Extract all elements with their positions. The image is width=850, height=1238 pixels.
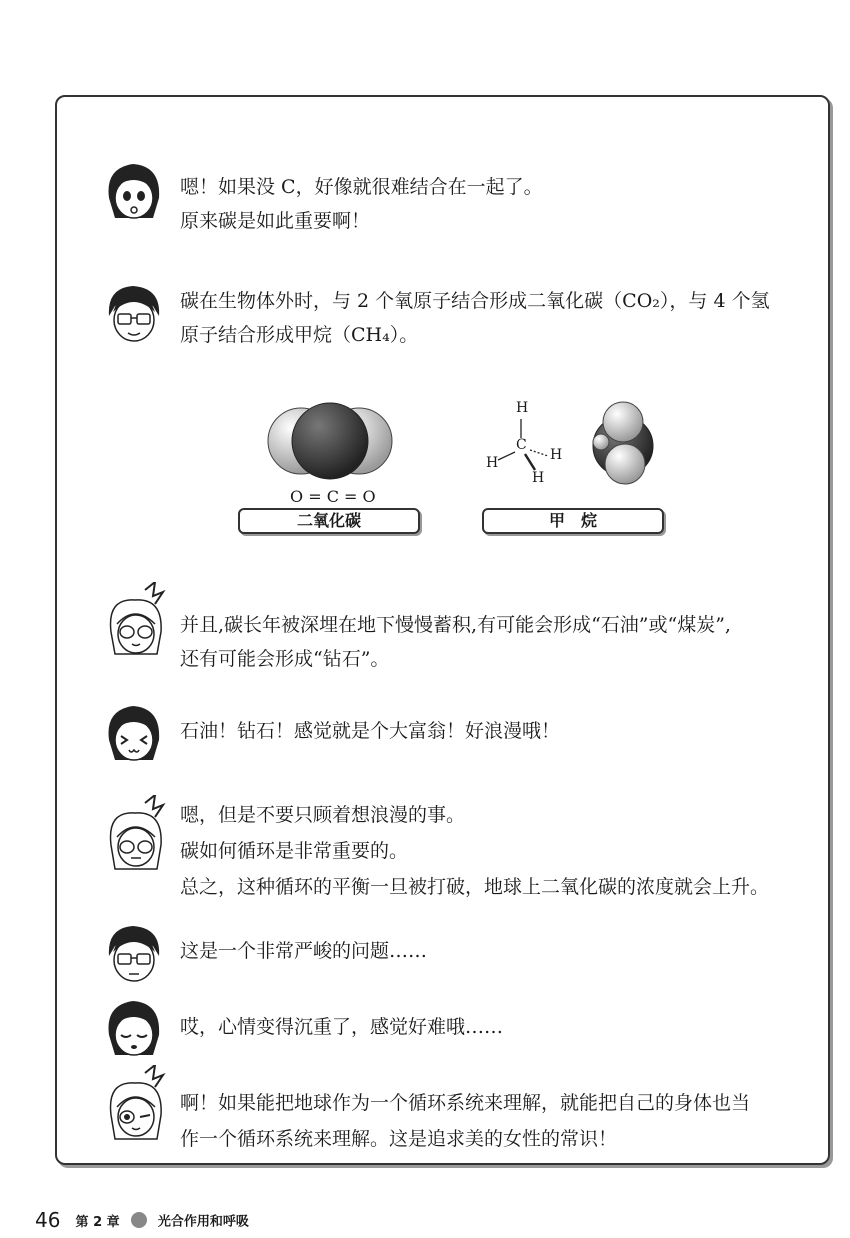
methane-structure xyxy=(480,400,570,490)
co2-molecule-illustration xyxy=(265,398,395,484)
boy-glasses-avatar xyxy=(103,282,165,346)
woman-glasses-avatar xyxy=(105,582,167,662)
methane-caption: 甲 烷 xyxy=(482,508,664,534)
dialogue-line: 碳如何循环是非常重要的。 xyxy=(180,840,409,862)
dialogue-line: 作一个循环系统来理解。这是追求美的女性的常识！ xyxy=(180,1128,618,1150)
atom-h-top: H xyxy=(516,400,529,416)
dialogue-line: 哎，心情变得沉重了，感觉好难哦…… xyxy=(180,1016,504,1038)
dialogue-line: 还有可能会形成“钻石”。 xyxy=(180,648,390,670)
dialogue-line: 原子结合形成甲烷（CH₄）。 xyxy=(180,324,419,346)
dialogue-line: 这是一个非常严峻的问题…… xyxy=(180,940,428,962)
woman-wink-avatar xyxy=(105,1065,167,1147)
woman-glasses-avatar xyxy=(105,795,167,877)
chapter-label: 第 2 章 xyxy=(75,1214,120,1230)
girl-avatar xyxy=(103,158,165,224)
atom-h-bottom: H xyxy=(532,470,545,486)
dialogue-line: 啊！如果能把地球作为一个循环系统来理解，就能把自己的身体也当 xyxy=(180,1092,751,1114)
boy-glasses-avatar xyxy=(103,922,165,986)
co2-caption: 二氧化碳 xyxy=(238,508,420,534)
page-footer xyxy=(35,1208,249,1238)
dialogue-line: 并且,碳长年被深埋在地下慢慢蓄积,有可能会形成“石油”或“煤炭”, xyxy=(180,614,731,636)
page-number: 46 xyxy=(35,1208,61,1232)
atom-h-right: H xyxy=(550,447,563,463)
atom-h-left: H xyxy=(486,455,499,471)
girl-excited-avatar xyxy=(103,700,165,766)
methane-molecule-illustration xyxy=(585,400,665,490)
dialogue-line: 原来碳是如此重要啊！ xyxy=(180,210,371,232)
co2-formula: O = C = O xyxy=(290,487,376,506)
dialogue-line: 石油！钻石！感觉就是个大富翁！好浪漫哦！ xyxy=(180,720,561,742)
dialogue-line: 嗯，但是不要只顾着想浪漫的事。 xyxy=(180,804,466,826)
dialogue-line: 碳在生物体外时，与 2 个氧原子结合形成二氧化碳（CO₂），与 4 个氢 xyxy=(180,290,770,312)
atom-c: C xyxy=(516,437,527,453)
chapter-title: 光合作用和呼吸 xyxy=(157,1214,249,1230)
girl-sad-avatar xyxy=(103,995,165,1061)
dialogue-line: 嗯！如果没 C，好像就很难结合在一起了。 xyxy=(180,176,543,198)
chapter-circle-icon xyxy=(131,1212,147,1228)
dialogue-line: 总之，这种循环的平衡一旦被打破，地球上二氧化碳的浓度就会上升。 xyxy=(180,876,770,898)
